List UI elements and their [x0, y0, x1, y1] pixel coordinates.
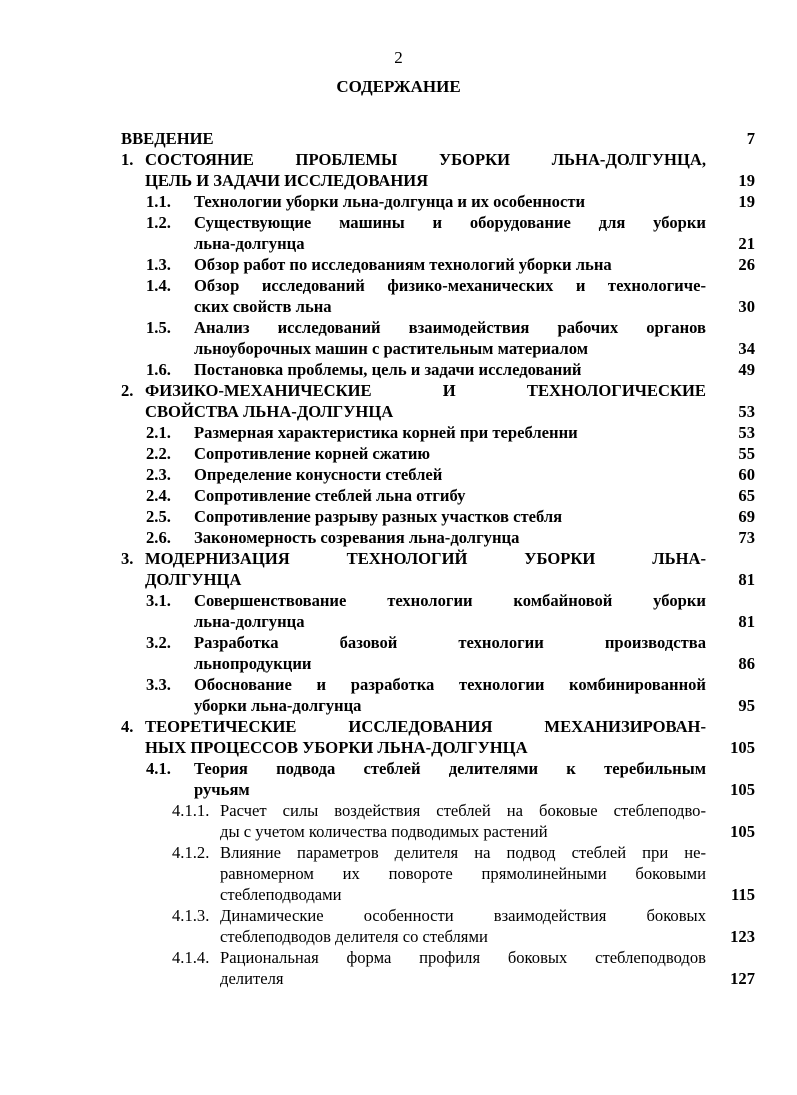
toc-entry-title-line: Влияние параметров делителя на подвод стеблей при не-	[220, 843, 706, 862]
toc-entry-page: 73	[738, 528, 755, 547]
toc-entry-title-line: Постановка проблемы, цель и задачи исследований	[194, 360, 582, 379]
toc-entry	[0, 842, 797, 905]
toc-entry-number: 3.2.	[146, 633, 171, 652]
toc-entry	[0, 905, 797, 947]
toc-entry-number: 4.	[121, 717, 134, 736]
toc-entry-page: 123	[730, 927, 755, 946]
toc-entry-title-line: Динамические особенности взаимодействия боковых	[220, 906, 706, 925]
toc-entry-page: 81	[738, 612, 755, 631]
toc-entry	[0, 275, 797, 317]
toc-entry-page: 105	[730, 738, 755, 757]
toc-entry-number: 1.3.	[146, 255, 171, 274]
toc-entry	[0, 590, 797, 632]
toc-entry-title-line: ФИЗИКО-МЕХАНИЧЕСКИЕ И ТЕХНОЛОГИЧЕСКИЕ	[145, 381, 706, 400]
toc-entry-page: 86	[738, 654, 755, 673]
toc-entry-page: 60	[738, 465, 755, 484]
toc-entry-title-line: Совершенствование технологии комбайновой уборки	[194, 591, 706, 610]
toc-entry-title-line: Обоснование и разработка технологии комбинированной	[194, 675, 706, 694]
toc-entry-title-line: Сопротивление стеблей льна отгибу	[194, 486, 466, 505]
toc-entry-page: 127	[730, 969, 755, 988]
toc-entry-title-line: уборки льна-долгунца	[194, 696, 362, 715]
toc-entry	[0, 149, 797, 191]
toc-entry-title-line: стеблеподводами	[220, 885, 342, 904]
toc-entry-number: 2.6.	[146, 528, 171, 547]
toc-entry	[0, 716, 797, 758]
toc-entry-title-line: Закономерность созревания льна-долгунца	[194, 528, 520, 547]
toc-entry-title-line: Рациональная форма профиля боковых стеблеподводов	[220, 948, 706, 967]
toc-entry	[0, 191, 797, 212]
toc-entry-title-line: Существующие машины и оборудование для уборки	[194, 213, 706, 232]
toc-entry-number: 4.1.	[146, 759, 171, 778]
toc-entry	[0, 758, 797, 800]
toc-entry-title-line: Разработка базовой технологии производства	[194, 633, 706, 652]
toc-entry-page: 105	[730, 822, 755, 841]
toc-entry	[0, 464, 797, 485]
toc-entry	[0, 422, 797, 443]
toc-entry	[0, 485, 797, 506]
toc-entry-title-line: Размерная характеристика корней при теребленни	[194, 423, 578, 442]
toc-entry-number: 1.2.	[146, 213, 171, 232]
toc-entry-title-line: СОСТОЯНИЕ ПРОБЛЕМЫ УБОРКИ ЛЬНА-ДОЛГУНЦА,	[145, 150, 706, 169]
toc-entry-title-line: ТЕОРЕТИЧЕСКИЕ ИССЛЕДОВАНИЯ МЕХАНИЗИРОВАН-	[145, 717, 706, 736]
toc-entry-number: 4.1.3.	[172, 906, 210, 925]
toc-entry-page: 105	[730, 780, 755, 799]
toc-entry-title-line: Сопротивление корней сжатию	[194, 444, 431, 463]
toc-entry-number: 4.1.1.	[172, 801, 210, 820]
toc-entry-title-line: Сопротивление разрыву разных участков стебля	[194, 507, 563, 526]
page-number: 2	[394, 48, 403, 67]
toc-entry-title-line: льна-долгунца	[194, 234, 305, 253]
toc-entry-title-line: Обзор работ по исследованиям технологий уборки льна	[194, 255, 612, 274]
toc-entry-title-line: Теория подвода стеблей делителями к теребильным	[194, 759, 706, 778]
toc-entry-title-line: Определение конусности стеблей	[194, 465, 443, 484]
toc-entry-number: 2.5.	[146, 507, 171, 526]
toc-entry-page: 95	[738, 696, 755, 715]
toc-entry-page: 55	[738, 444, 755, 463]
toc-entry-page: 7	[746, 129, 755, 148]
toc-entry-title-line: льна-долгунца	[194, 612, 305, 631]
toc-entry-title-line: стеблеподводов делителя со стеблями	[220, 927, 488, 946]
toc-entry-number: 3.3.	[146, 675, 171, 694]
toc-entry-page: 34	[738, 339, 755, 358]
toc-entry-title-line: ВВЕДЕНИЕ	[121, 129, 214, 148]
toc-entry-title-line: Технологии уборки льна-долгунца и их особенности	[194, 192, 586, 211]
toc-entry-page: 65	[738, 486, 755, 505]
toc-entry-number: 2.4.	[146, 486, 171, 505]
toc-entry-page: 19	[738, 192, 755, 211]
toc-entry	[0, 443, 797, 464]
toc-title: СОДЕРЖАНИЕ	[336, 77, 461, 96]
toc-entry-page: 49	[738, 360, 755, 379]
toc-entry-page: 26	[738, 255, 755, 274]
toc-entry-title-line: равномерном их повороте прямолинейными боковыми	[220, 864, 706, 883]
toc-entry-title-line: делителя	[220, 969, 284, 988]
toc-entry-page: 53	[738, 402, 755, 421]
toc-entry-title-line: Обзор исследований физико-механических и технологиче-	[194, 276, 706, 295]
toc-entry	[0, 527, 797, 548]
toc-entry-number: 2.2.	[146, 444, 171, 463]
toc-entry-page: 115	[731, 885, 755, 904]
toc-entry-title-line: льнопродукции	[194, 654, 312, 673]
toc-entry-title-line: Анализ исследований взаимодействия рабочих органов	[194, 318, 706, 337]
toc-entry-number: 4.1.4.	[172, 948, 210, 967]
toc-entry-page: 53	[738, 423, 755, 442]
toc-entry-title-line: льноуборочных машин с растительным материалом	[194, 339, 589, 358]
toc-entry-title-line: СВОЙСТВА ЛЬНА-ДОЛГУНЦА	[145, 402, 394, 421]
toc-entry-title-line: Расчет силы воздействия стеблей на боковые стеблеподво-	[220, 801, 706, 820]
table-of-contents	[0, 128, 797, 989]
toc-entry	[0, 800, 797, 842]
toc-entry	[0, 632, 797, 674]
toc-entry	[0, 317, 797, 359]
toc-entry-title-line: НЫХ ПРОЦЕССОВ УБОРКИ ЛЬНА-ДОЛГУНЦА	[145, 738, 528, 757]
toc-entry-title-line: ды с учетом количества подводимых растений	[220, 822, 548, 841]
toc-entry	[0, 380, 797, 422]
toc-entry	[0, 506, 797, 527]
toc-entry-number: 3.1.	[146, 591, 171, 610]
toc-entry-number: 2.	[121, 381, 134, 400]
toc-entry	[0, 254, 797, 275]
toc-entry	[0, 128, 797, 149]
toc-entry-page: 19	[738, 171, 755, 190]
toc-entry-number: 4.1.2.	[172, 843, 210, 862]
toc-entry-page: 30	[738, 297, 755, 316]
toc-entry	[0, 212, 797, 254]
toc-entry	[0, 548, 797, 590]
toc-entry-title-line: ручьям	[194, 780, 250, 799]
toc-entry	[0, 674, 797, 716]
toc-entry-page: 69	[738, 507, 755, 526]
toc-entry-title-line: ских свойств льна	[194, 297, 332, 316]
toc-entry-title-line: ЦЕЛЬ И ЗАДАЧИ ИССЛЕДОВАНИЯ	[145, 171, 429, 190]
toc-entry-page: 81	[738, 570, 755, 589]
toc-entry-page: 21	[738, 234, 755, 253]
toc-entry-number: 1.6.	[146, 360, 171, 379]
toc-entry-title-line: МОДЕРНИЗАЦИЯ ТЕХНОЛОГИЙ УБОРКИ ЛЬНА-	[145, 549, 706, 568]
toc-entry-number: 1.1.	[146, 192, 171, 211]
toc-entry	[0, 359, 797, 380]
toc-entry-number: 1.	[121, 150, 134, 169]
toc-entry	[0, 947, 797, 989]
toc-entry-number: 3.	[121, 549, 134, 568]
toc-entry-number: 1.5.	[146, 318, 171, 337]
toc-entry-number: 2.1.	[146, 423, 171, 442]
toc-entry-number: 2.3.	[146, 465, 171, 484]
toc-entry-title-line: ДОЛГУНЦА	[145, 570, 242, 589]
toc-entry-number: 1.4.	[146, 276, 171, 295]
